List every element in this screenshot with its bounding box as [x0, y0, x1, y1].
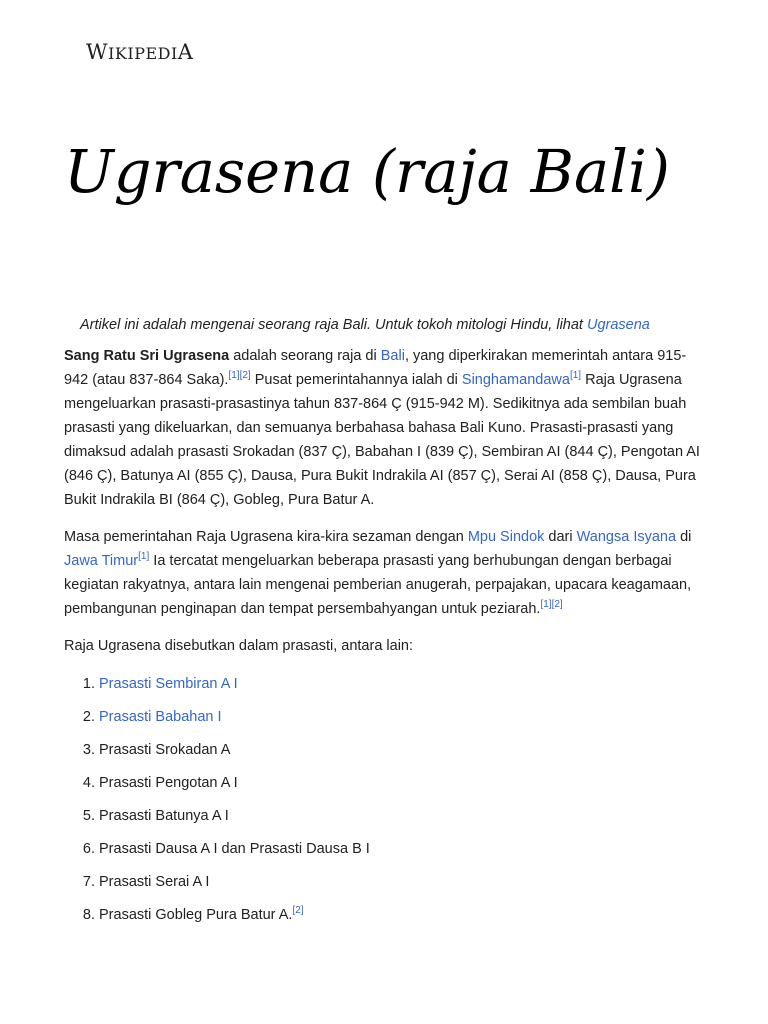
link-prasasti-sembiran[interactable]: Prasasti Sembiran A I — [99, 676, 238, 692]
link-ugrasena[interactable]: Ugrasena — [586, 317, 650, 333]
inscription-list — [64, 672, 699, 936]
list-item — [99, 672, 699, 705]
link-singhamandawa[interactable]: Singhamandawa — [461, 372, 570, 388]
list-item: 4. Prasasti Pengotan A I — [99, 771, 699, 804]
list-item: 8. Prasasti Gobleg Pura Batur A.[2] — [99, 903, 699, 936]
ref-1[interactable]: [1] — [540, 599, 552, 611]
link-prasasti-babahan[interactable]: Prasasti Babahan I — [99, 709, 222, 725]
intro-paragraph: Sang Ratu Sri Ugrasena adalah seorang raja di Bali, yang diperkirakan memerintah antara 915-942 (atau 837-864 Saka).[1][2] Pusat pemerintahannya ialah di Singhamandawa[1] Raja Ugrasena mengeluarkan prasasti-prasastinya tahun 837-864 Ç (915-942 M). Sedikitnya ada sembilan buah prasasti yang dikeluarkan, dan semuanya berbahasa bahasa Bali Kuno. Prasasti-prasasti yang dimaksud adalah prasasti Srokadan (837 Ç), Babahan I (839 Ç), Sembiran AI (844 Ç), Pengotan AI (846 Ç), Batunya AI (855 Ç), Dausa, Pura Bukit Indrakila AI (857 Ç), Serai AI (858 Ç), Dausa, Pura Bukit Indrakila BI (864 Ç), Gobleg, Pura Batur A. — [64, 348, 700, 508]
era-paragraph: Masa pemerintahan Raja Ugrasena kira-kira sezaman dengan Mpu Sindok dari Wangsa Isyana di Jawa Timur[1] Ia tercatat mengeluarkan beberapa prasasti yang berhubungan dengan berbagai kegiatan rakyatnya, antara lain mengenai pemberian anugerah, perpajakan, upacara keagamaan, pembangunan penginapan dan tempat persembahyangan untuk peziarah.[1][2] — [64, 529, 692, 617]
lead-name: Sang Ratu Sri Ugrasena — [64, 348, 230, 364]
ref-1[interactable]: [1] — [569, 370, 582, 382]
ref-1[interactable]: [1] — [138, 551, 150, 563]
ref-2[interactable]: [2] — [292, 905, 304, 917]
hatnote-text: Artikel ini adalah mengenai seorang raja Bali. Untuk tokoh mitologi Hindu, lihat — [80, 317, 587, 333]
ref-2[interactable]: [2] — [239, 370, 251, 382]
list-item — [99, 705, 699, 738]
ref-1[interactable]: [1] — [228, 370, 240, 382]
ref-2[interactable]: [2] — [551, 599, 563, 611]
link-wangsa-isyana[interactable]: Wangsa Isyana — [576, 529, 677, 545]
list-item: 3. Prasasti Srokadan A — [99, 738, 699, 771]
list-item: 6. Prasasti Dausa A I dan Prasasti Dausa B I — [99, 837, 699, 870]
page-title: Ugrasena (raja Bali) — [64, 137, 670, 206]
link-jawa-timur[interactable]: Jawa Timur — [64, 553, 139, 569]
list-intro: Raja Ugrasena disebutkan dalam prasasti, antara lain: — [64, 638, 414, 654]
list-item: 7. Prasasti Serai A I — [99, 870, 699, 903]
link-mpu-sindok[interactable]: Mpu Sindok — [467, 529, 545, 545]
wikipedia-wordmark[interactable]: WIKIPEDIA — [86, 40, 194, 64]
hatnote — [80, 316, 720, 334]
list-item: 5. Prasasti Batunya A I — [99, 804, 699, 837]
link-bali[interactable]: Bali — [380, 348, 405, 364]
